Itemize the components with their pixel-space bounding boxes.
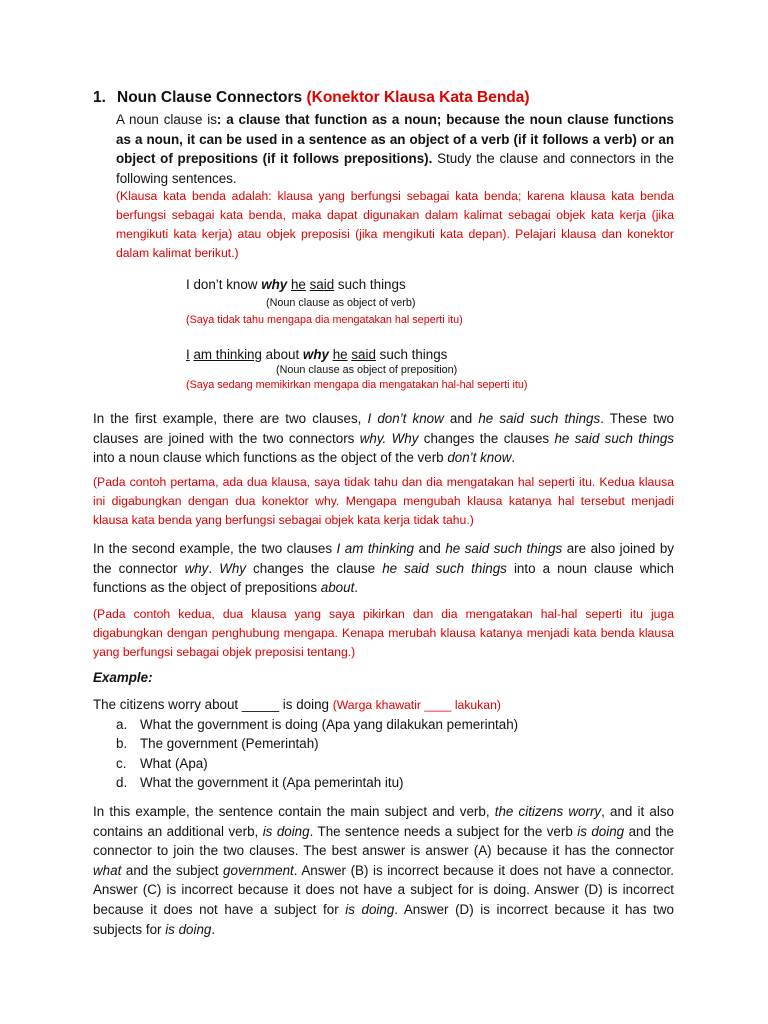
- answer-options: [116, 715, 518, 793]
- first-example-paragraph: In the first example, there are two clauses, I don’t know and he said such things. These two clauses are joined with the two connectors why. Why changes the clauses he said such things into a noun clause which functions as the object of the verb don’t know.: [93, 411, 675, 466]
- first-example-translation: (Pada contoh pertama, ada dua klausa, saya tidak tahu dan dia mengatakan hal seperti itu. Kedua klausa ini digabungkan dengan dua konektor why. Mengapa mengubah klausa katanya hal tersebut menjadi klausa kata benda yang berfungsi sebagai objek kata kerja tidak tahu.): [93, 475, 674, 527]
- example-question: The citizens worry about _____ is doing (Warga khawatir ____ lakukan): [93, 697, 501, 712]
- answer-option-d: d. What the government it (Apa pemerintah itu): [116, 775, 404, 791]
- section-title: Noun Clause Connectors: [117, 89, 303, 106]
- answer-option-b: b. The government (Pemerintah): [116, 736, 319, 752]
- explanation-paragraph: In this example, the sentence contain the main subject and verb, the citizens worry, and it also contains an additional verb, is doing. The sentence needs a subject for the verb is doing and the connector to join the two clauses. The best answer is answer (A) because it has the connector what and the subject government. Answer (B) is incorrect because it does not have a connector. Answer (C) is incorrect because it does not have a subject for is doing. Answer (D) is incorrect because it does not have a subject for is doing. Answer (D) is incorrect because it has two subjects for is doing.: [93, 804, 675, 937]
- section-number: 1.: [93, 89, 106, 106]
- example-label: Example:: [93, 670, 153, 685]
- example-note-2: (Noun clause as object of preposition): [276, 364, 458, 376]
- example-note-1: (Noun clause as object of verb): [266, 297, 416, 309]
- example-translation-2: (Saya sedang memikirkan mengapa dia mengatakan hal-hal seperti itu): [186, 379, 528, 391]
- intro-paragraph: A noun clause is: a clause that function as a noun; because the noun clause functions as a noun, it can be used in a sentence as an object of a verb (if it follows a verb) or an object of prepositions (if it follows prepositions). Study the clause and connectors in the following sentences.: [116, 112, 674, 186]
- second-example-paragraph: In the second example, the two clauses I am thinking and he said such things are also joined by the connector why. Why changes the clause he said such things into a noun clause which functions as the object of prepositions about.: [93, 541, 674, 596]
- intro-translation: (Klausa kata benda adalah: klausa yang berfungsi sebagai kata benda; karena klausa kata benda berfungsi sebagai kata benda, maka dapat digunakan dalam kalimat sebagai objek kata kerja (jika mengikuti kata kerja) atau objek preposisi (jika mengikuti kata depan). Pelajari klausa dan konektor dalam kalimat berikut.): [116, 189, 674, 260]
- example-sentence-2: I am thinking about why he said such things: [186, 347, 448, 362]
- example-sentence-1: I don’t know why he said such things: [186, 277, 406, 292]
- answer-option-a: a. What the government is doing (Apa yang dilakukan pemerintah): [116, 717, 519, 732]
- example-translation-1: (Saya tidak tahu mengapa dia mengatakan hal seperti itu): [186, 314, 463, 326]
- section-heading: [93, 89, 530, 107]
- answer-option-c: c. What (Apa): [116, 755, 208, 771]
- second-example-translation: (Pada contoh kedua, dua klausa yang saya pikirkan dan dia mengatakan hal-hal seperti itu juga digabungkan dengan penghubung mengapa. Kenapa merubah klausa katanya menjadi kata benda klausa yang berfungsi sebagai objek preposisi tentang.): [93, 607, 674, 659]
- section-title-translation: (Konektor Klausa Kata Benda): [306, 89, 530, 106]
